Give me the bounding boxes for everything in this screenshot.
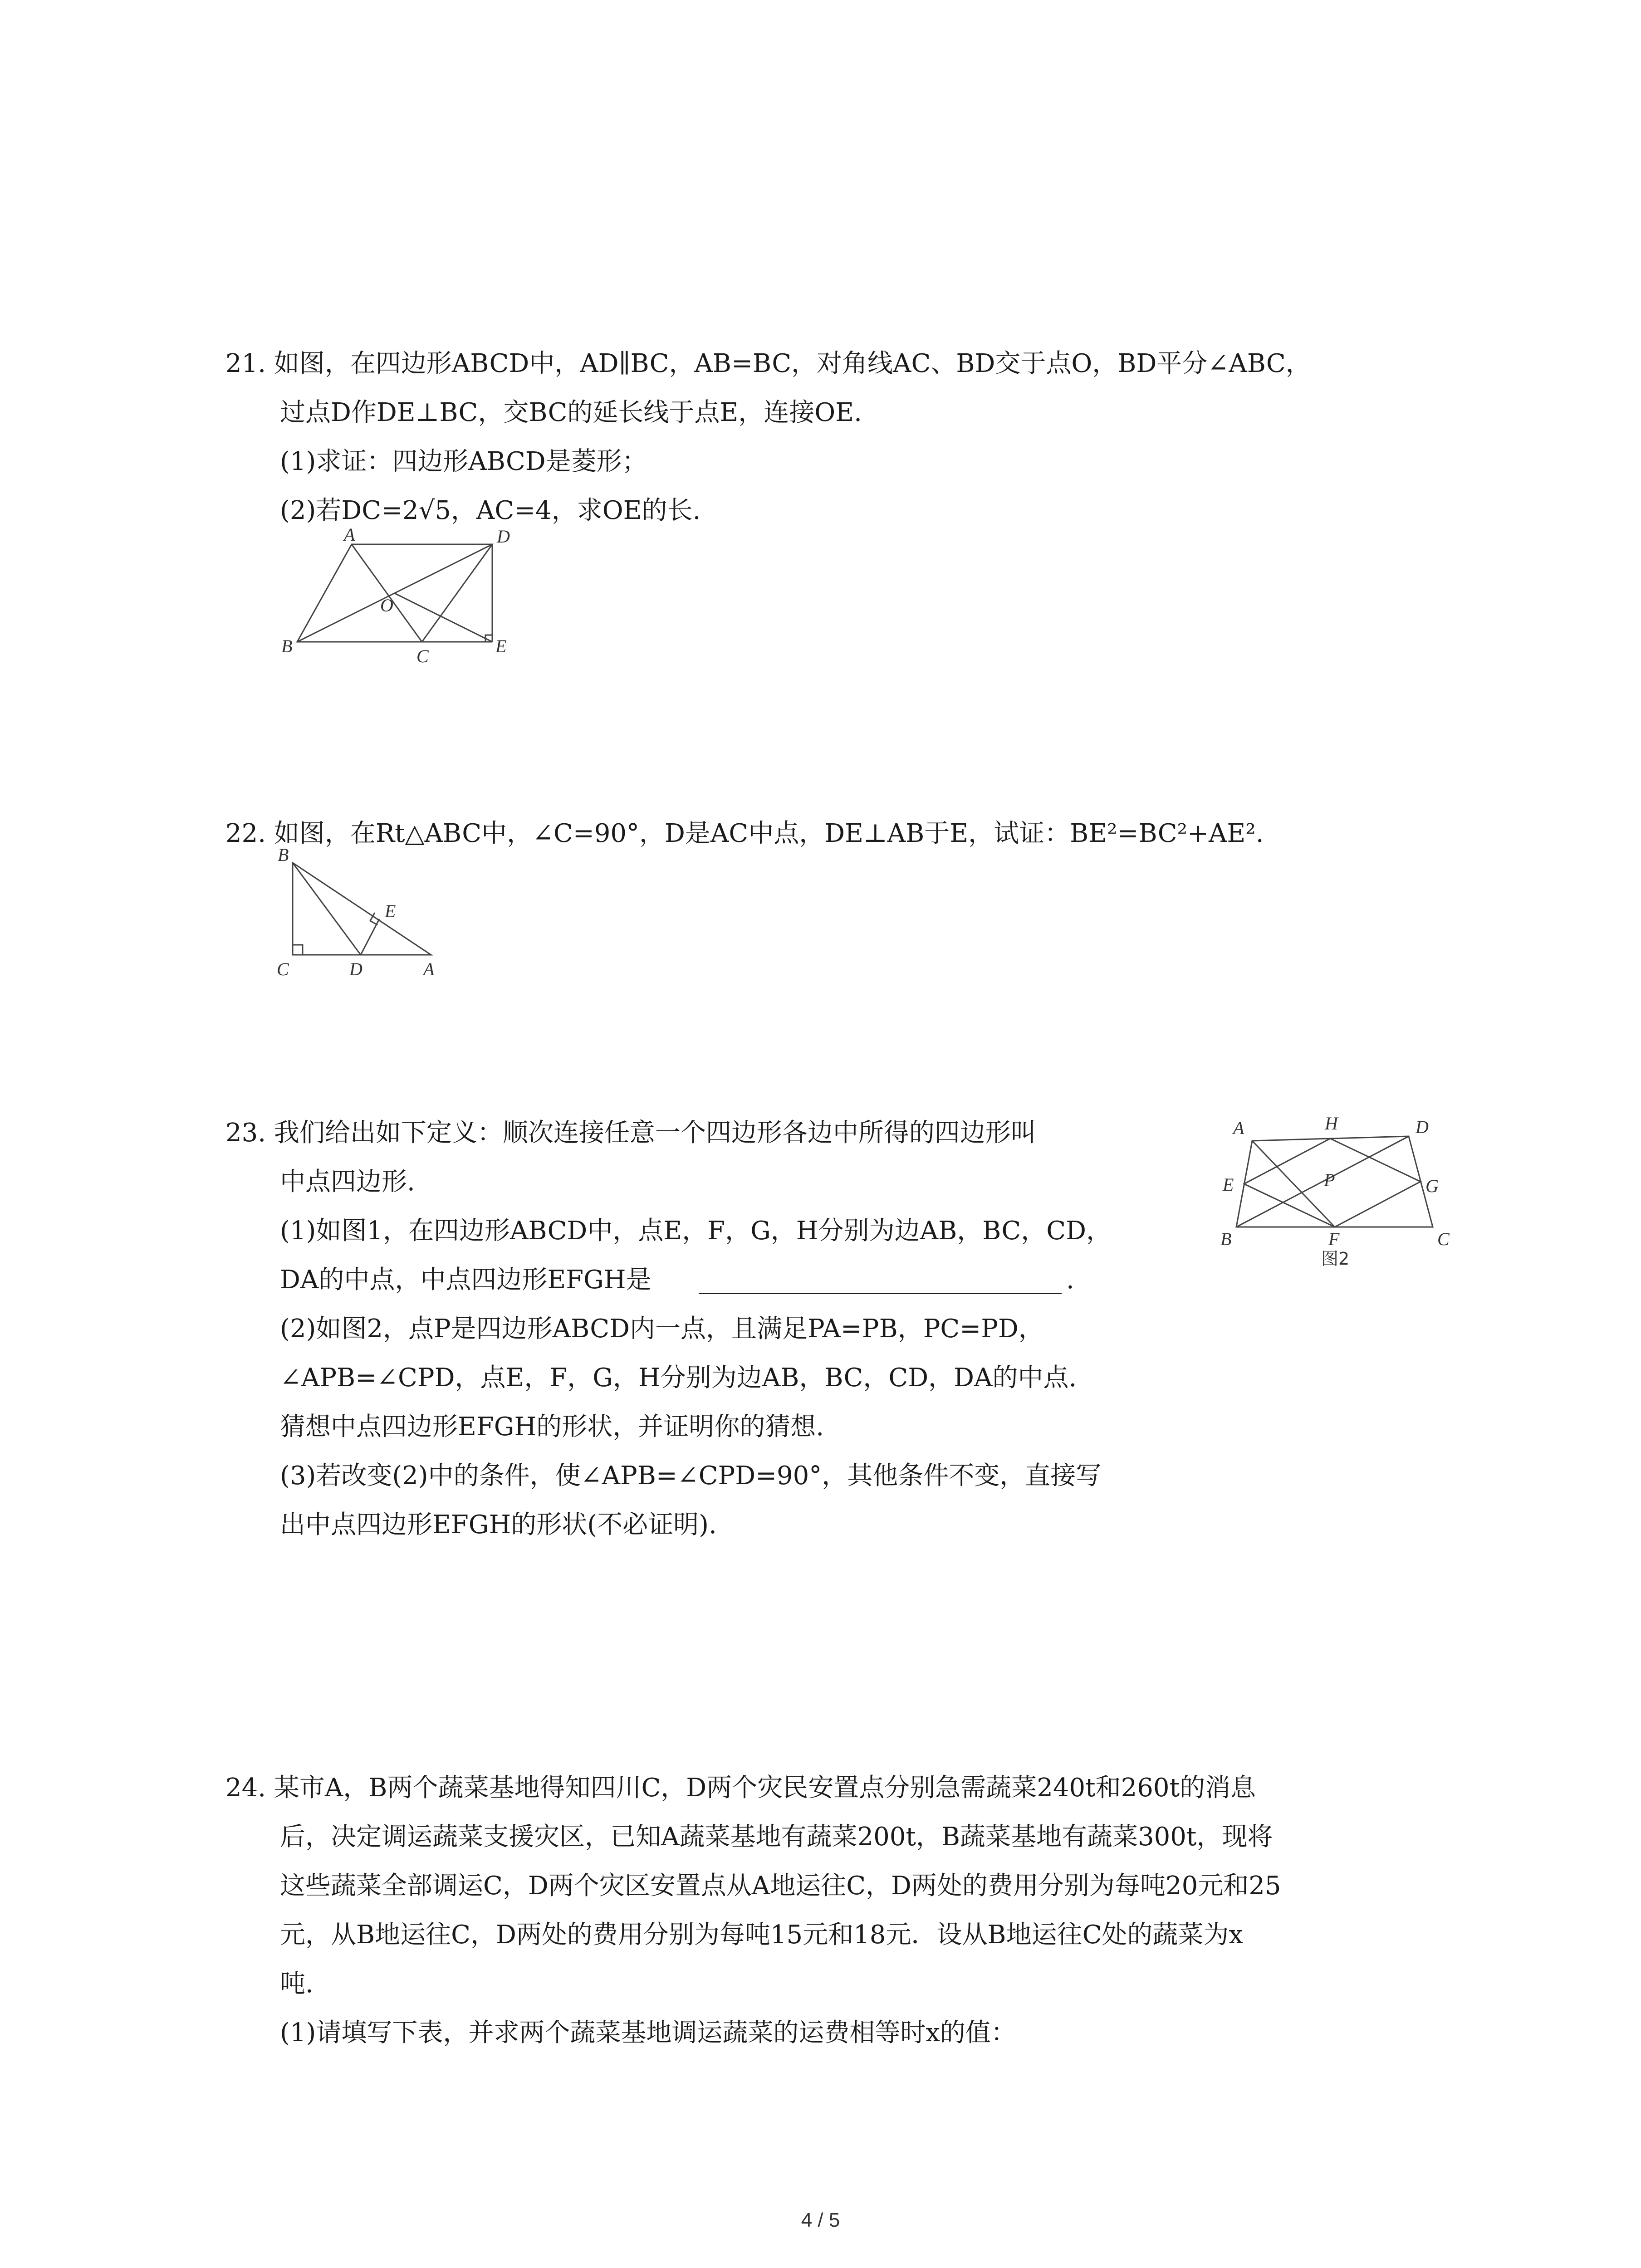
q21-line-3: (1)求证：四边形ABCD是菱形； [280,447,647,476]
q24-line-4: 元，从B地运往C，D两处的费用分别为每吨15元和18元．设从B地运往C处的蔬菜为x [280,1920,1243,1950]
q24-line-6: (1)请填写下表，并求两个蔬菜基地调运蔬菜的运费相等时x的值： [280,2018,1016,2048]
q22-label-B: B [278,848,289,865]
q21-rhombus-figure [272,526,526,671]
q21-label-C: C [416,646,429,666]
q23-line-4-period: . [1066,1265,1074,1295]
q21-label-O: O [380,595,393,616]
page-number: 4 / 5 [801,2209,840,2231]
q23-label-C: C [1437,1229,1450,1249]
q21-line-1: 21. 如图，在四边形ABCD中，AD∥BC，AB=BC，对角线AC、BD交于点O，BD平分∠ABC， [225,349,1311,378]
q21-label-E: E [495,636,507,656]
q23-label-H: H [1325,1113,1338,1134]
q24-line-5: 吨. [280,1969,314,1999]
q21-label-B: B [281,636,293,656]
q22-line-1: 22. 如图，在Rt△ABC中，∠C=90°，D是AC中点，DE⊥AB于E，试证：BE²=BC²+AE². [225,819,1264,848]
q23-line-7: 猜想中点四边形EFGH的形状，并证明你的猜想. [280,1412,824,1442]
q23-label-D: D [1416,1117,1429,1137]
q23-line-4: DA的中点，中点四边形EFGH是 [280,1265,652,1295]
q21-label-A: A [344,526,355,545]
q22-label-D: D [349,959,362,979]
q23-line-2: 中点四边形. [280,1167,415,1197]
q24-line-1: 24. 某市A，B两个蔬菜基地得知四川C，D两个灾民安置点分别急需蔬菜240t和260t的消息 [225,1773,1256,1803]
q23-label-F: F [1328,1229,1340,1249]
q22-label-E: E [385,901,396,921]
q23-line-6: ∠APB=∠CPD，点E，F，G，H分别为边AB，BC，CD，DA的中点. [280,1363,1077,1393]
q23-line-5: (2)如图2，点P是四边形ABCD内一点，且满足PA=PB，PC=PD， [280,1314,1044,1344]
q23-figure-caption: 图2 [1321,1249,1350,1269]
q23-label-G: G [1425,1176,1439,1196]
q23-label-E: E [1223,1174,1234,1195]
q21-line-2: 过点D作DE⊥BC，交BC的延长线于点E，连接OE. [280,398,862,427]
q21-label-D: D [497,526,510,547]
q22-label-A: A [423,959,435,979]
answer-blank-line[interactable] [699,1293,1062,1294]
q21-line-4: (2)若DC=2√5，AC=4，求OE的长. [280,496,701,525]
q23-label-B: B [1220,1229,1232,1249]
q23-label-P: P [1324,1170,1335,1190]
q22-label-C: C [277,959,289,979]
q23-label-A: A [1233,1118,1244,1138]
q24-line-2: 后，决定调运蔬菜支援灾区，已知A蔬菜基地有蔬菜200t，B蔬菜基地有蔬菜300t，现将 [280,1822,1273,1852]
q23-line-9: 出中点四边形EFGH的形状(不必证明). [280,1510,717,1540]
q23-midpoint-quadrilateral-figure [1216,1107,1470,1279]
q23-line-1: 23. 我们给出如下定义：顺次连接任意一个四边形各边中所得的四边形叫 [225,1118,1036,1148]
q23-line-8: (3)若改变(2)中的条件，使∠APB=∠CPD=90°，其他条件不变，直接写 [280,1461,1102,1491]
q22-triangle-figure [268,848,449,984]
q24-line-3: 这些蔬菜全部调运C，D两个灾区安置点从A地运往C，D两处的费用分别为每吨20元和25 [280,1871,1281,1901]
q23-line-3: (1)如图1，在四边形ABCD中，点E，F，G，H分别为边AB，BC，CD， [280,1216,1112,1246]
